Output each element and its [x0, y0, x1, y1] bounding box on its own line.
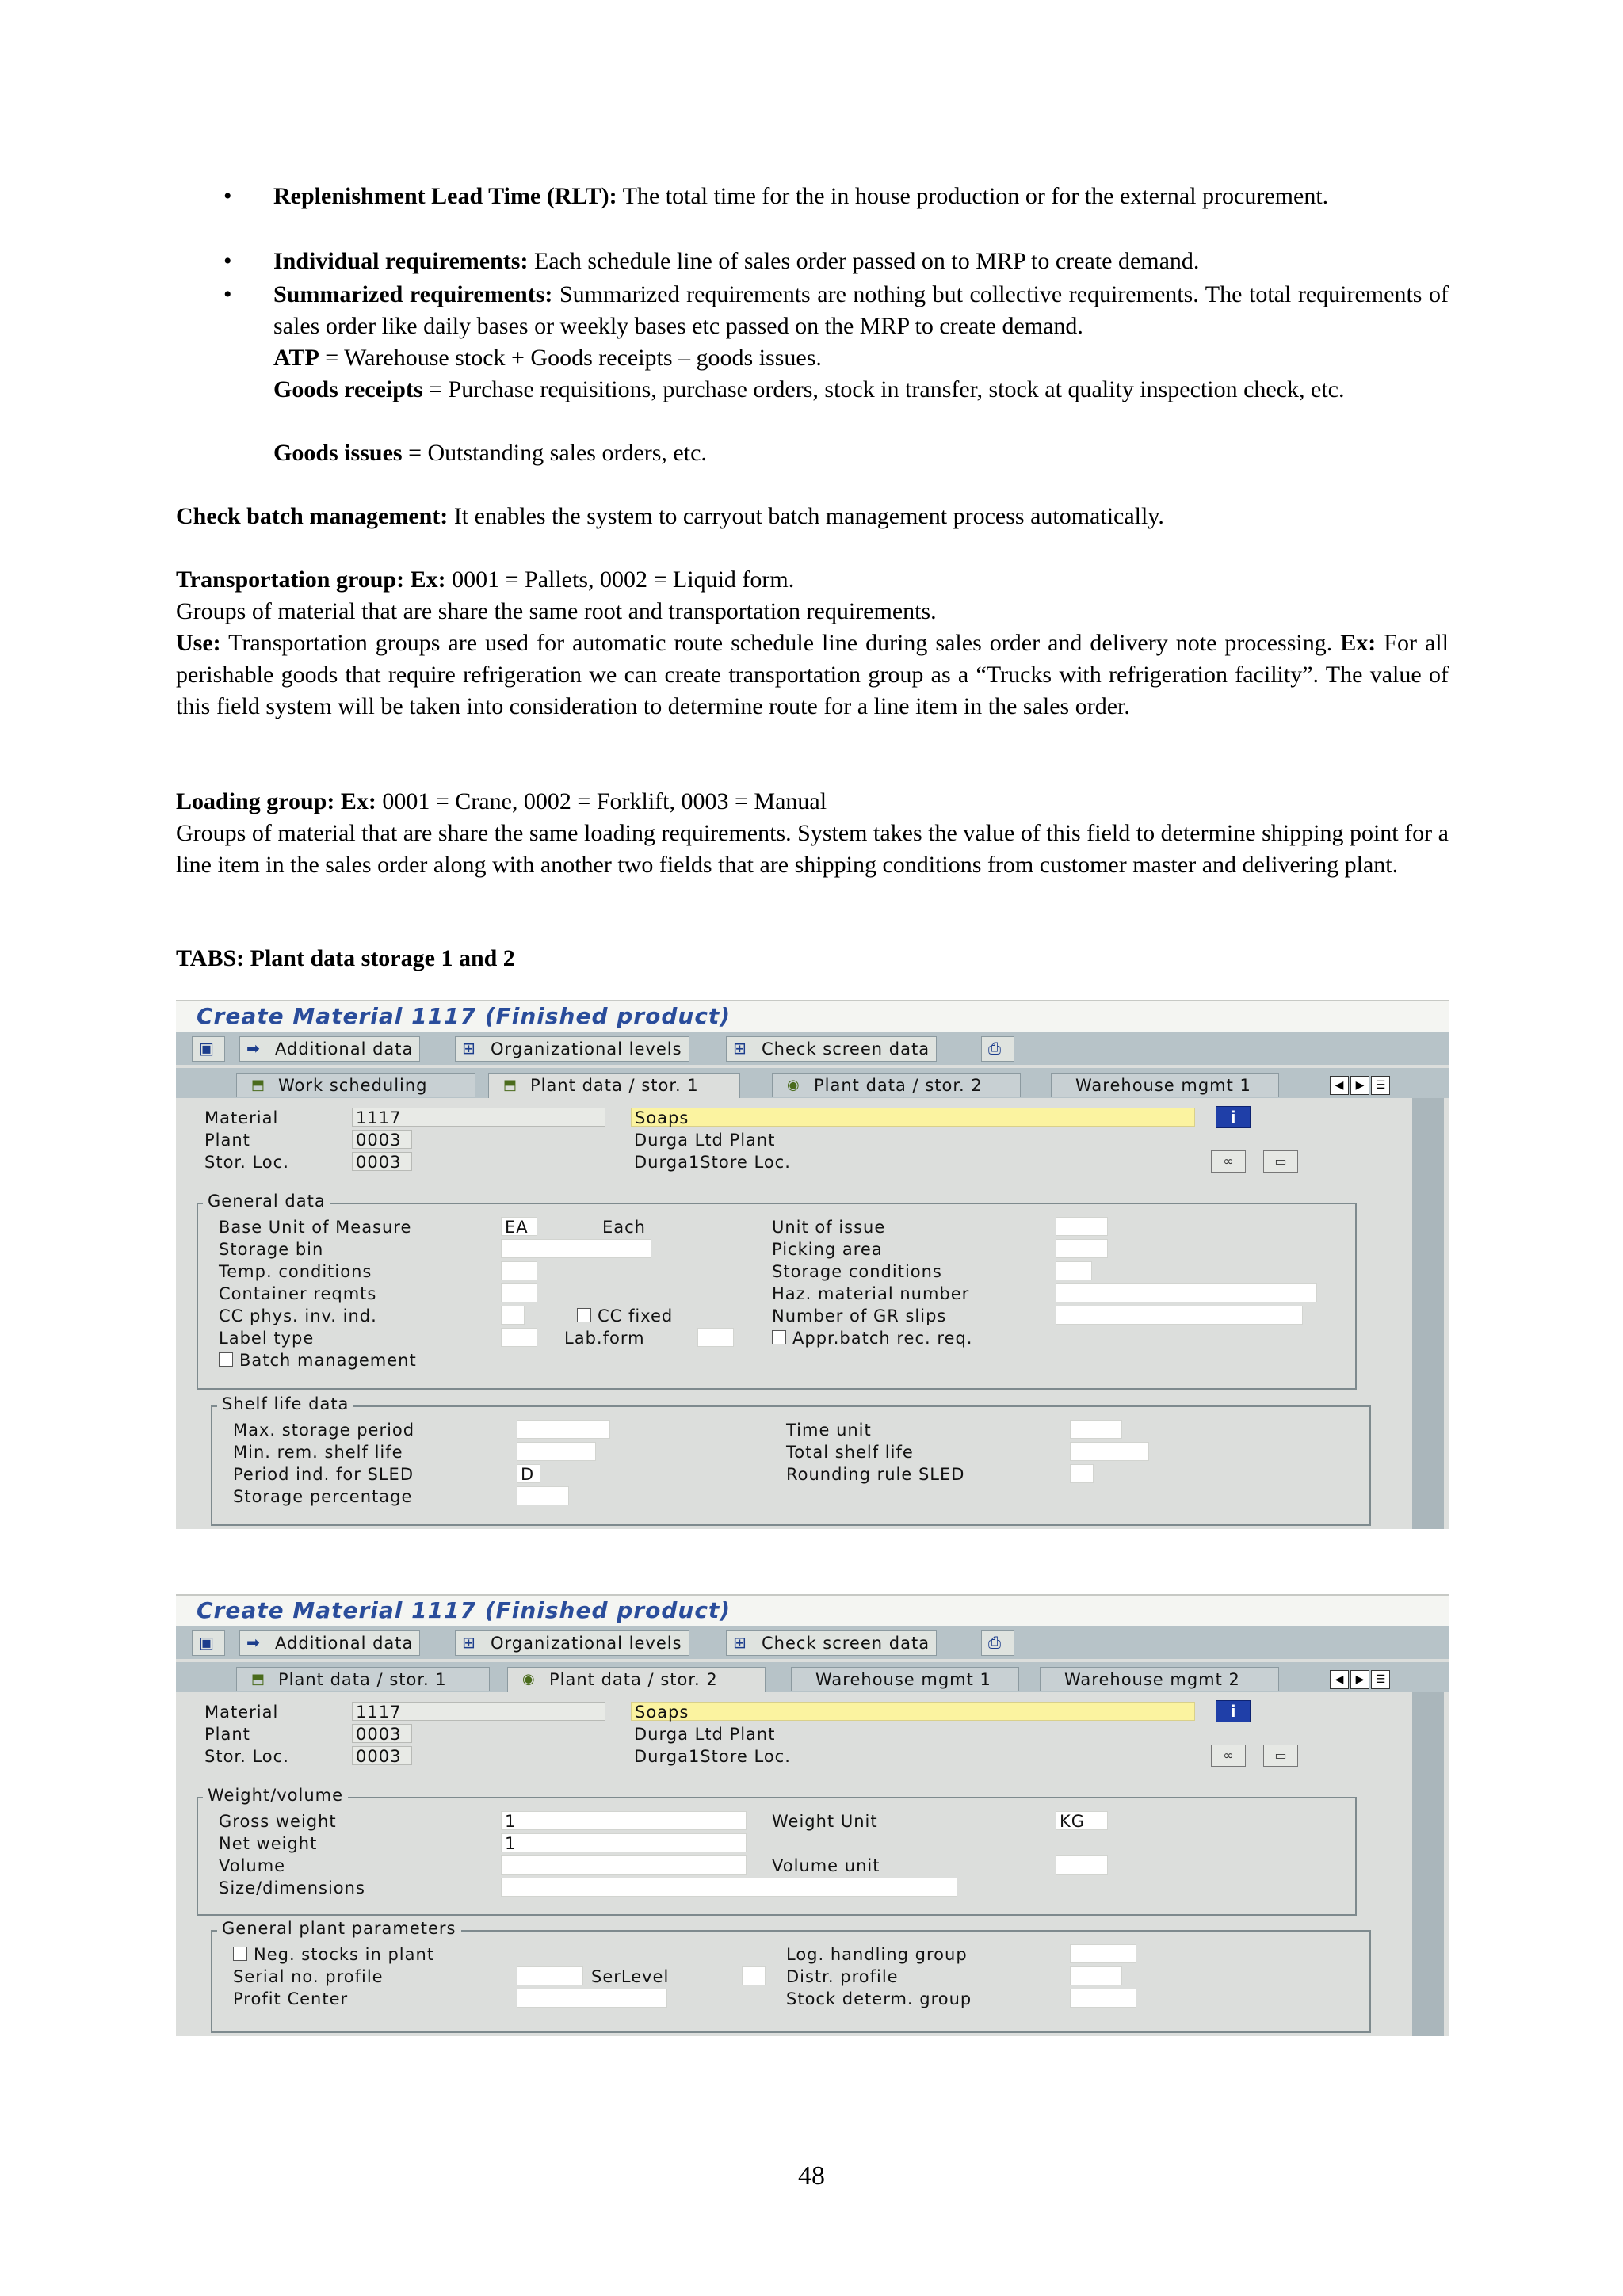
scroll-area: [1412, 1692, 1444, 2036]
org-levels-button[interactable]: ⊞ Organizational levels: [455, 1036, 689, 1062]
goods-receipts-line: Goods receipts = Purchase requisitions, purchase orders, stock in transfer, stock at quality inspection check, etc.: [273, 376, 1345, 402]
page-icon[interactable]: ▭: [1263, 1150, 1298, 1173]
weight-unit-label: Weight Unit: [772, 1812, 878, 1831]
base-uom-text: Each: [602, 1218, 646, 1237]
sap-tabstrip: [176, 1068, 1449, 1098]
min-rem-field[interactable]: [517, 1442, 596, 1461]
page-number: 48: [798, 2161, 825, 2191]
sap-screen-2: [176, 1594, 1449, 2036]
label-type-field[interactable]: [501, 1328, 537, 1347]
weight-unit-field[interactable]: KG: [1056, 1811, 1108, 1830]
cc-fixed-checkbox[interactable]: [577, 1308, 591, 1322]
storage-location-field: 0003: [352, 1152, 412, 1171]
tab-eye-icon: ◉: [522, 1671, 536, 1688]
distr-profile-field[interactable]: [1070, 1966, 1122, 1985]
unit-of-issue-field[interactable]: [1056, 1217, 1108, 1236]
org-levels-button[interactable]: ⊞ Organizational levels: [455, 1630, 689, 1656]
net-weight-field[interactable]: 1: [501, 1833, 747, 1852]
goods-issues-line: Goods issues = Outstanding sales orders, etc.: [273, 440, 707, 466]
tab-eye-icon: ◉: [787, 1077, 800, 1093]
stock-determ-field[interactable]: [1070, 1989, 1136, 2008]
lab-form-field[interactable]: [697, 1328, 734, 1347]
tab-folder-icon: ⬒: [251, 1671, 266, 1688]
gross-weight-field[interactable]: 1: [501, 1811, 747, 1830]
printer-icon: ⎙: [988, 1039, 1002, 1058]
hierarchy-icon: ⊞: [733, 1633, 747, 1652]
gross-weight-label: Gross weight: [219, 1812, 337, 1831]
glasses-icon[interactable]: ∞: [1211, 1150, 1246, 1173]
display-change-button[interactable]: [192, 1630, 225, 1656]
temp-conditions-field[interactable]: [501, 1261, 537, 1280]
plant-name: Durga Ltd Plant: [634, 1725, 776, 1744]
lab-form-label: Lab.form: [564, 1329, 645, 1348]
cc-phys-field[interactable]: [501, 1306, 525, 1325]
haz-material-label: Haz. material number: [772, 1284, 970, 1303]
transport-use: Use: Transportation groups are used for automatic route schedule line during sales order and delivery note processing. Ex: For all perishable goods that require refrigeration we can create transportation group as a “Trucks with refrigeration facility”. The value of this field system will be taken into consideration to determine route for a line item in the sales order.: [176, 630, 1449, 719]
storage-location-name: Durga1Store Loc.: [634, 1153, 791, 1172]
serlevel-field[interactable]: [742, 1966, 766, 1985]
volume-label: Volume: [219, 1856, 286, 1875]
print-button[interactable]: [981, 1036, 1014, 1062]
tab-plant-data-stor-2[interactable]: ◉ Plant data / stor. 2: [772, 1073, 1021, 1097]
rounding-rule-field[interactable]: [1070, 1464, 1094, 1483]
check-screen-button[interactable]: ⊞ Check screen data: [726, 1036, 937, 1062]
sap-title: Create Material 1117 (Finished product): [176, 1000, 1449, 1032]
volume-unit-field[interactable]: [1056, 1855, 1108, 1875]
material-field: 1117: [352, 1108, 605, 1127]
plant-field: 0003: [352, 1724, 412, 1743]
tab-plant-data-stor-1[interactable]: ⬒ Plant data / stor. 1: [236, 1667, 490, 1691]
profit-center-label: Profit Center: [233, 1989, 349, 2008]
tab-list-icon[interactable]: ☰: [1371, 1670, 1390, 1689]
gr-slips-label: Number of GR slips: [772, 1306, 947, 1325]
tab-warehouse-mgmt-1[interactable]: Warehouse mgmt 1: [1051, 1073, 1279, 1097]
sap-screen-1: [176, 1000, 1449, 1529]
storage-percentage-field[interactable]: [517, 1486, 569, 1505]
tab-next-icon[interactable]: ▶: [1350, 1670, 1369, 1689]
material-label: Material: [204, 1108, 279, 1127]
appr-batch-label: Appr.batch rec. req.: [792, 1329, 973, 1348]
batch-paragraph: Check batch management: It enables the system to carryout batch management process automatically.: [176, 503, 1164, 529]
volume-field[interactable]: [501, 1855, 747, 1875]
storage-location-field: 0003: [352, 1746, 412, 1765]
max-storage-field[interactable]: [517, 1420, 610, 1439]
sap-tabstrip: [176, 1662, 1449, 1692]
time-unit-field[interactable]: [1070, 1420, 1122, 1439]
tab-work-scheduling[interactable]: ⬒ Work scheduling: [236, 1073, 475, 1097]
unit-of-issue-label: Unit of issue: [772, 1218, 886, 1237]
transport-heading: Transportation group: Ex: 0001 = Pallets, 0002 = Liquid form.: [176, 566, 795, 593]
plant-label: Plant: [204, 1725, 250, 1744]
scroll-area: [1412, 1098, 1444, 1529]
tab-plant-data-stor-2[interactable]: ◉ Plant data / stor. 2: [507, 1667, 766, 1693]
picking-area-label: Picking area: [772, 1240, 883, 1259]
weight-volume-title: Weight/volume: [203, 1786, 348, 1805]
temp-conditions-label: Temp. conditions: [219, 1262, 372, 1281]
size-dimensions-label: Size/dimensions: [219, 1878, 365, 1897]
shelf-life-title: Shelf life data: [217, 1394, 353, 1413]
neg-stocks-checkbox[interactable]: [233, 1947, 247, 1961]
log-handling-field[interactable]: [1070, 1944, 1136, 1963]
container-reqmts-label: Container reqmts: [219, 1284, 377, 1303]
tabs-heading: TABS: Plant data storage 1 and 2: [176, 945, 515, 971]
bullet-3: •: [223, 281, 232, 307]
print-button[interactable]: [981, 1630, 1014, 1656]
period-ind-field[interactable]: D: [517, 1464, 540, 1483]
tab-warehouse-mgmt-2[interactable]: Warehouse mgmt 2: [1040, 1667, 1279, 1691]
plant-name: Durga Ltd Plant: [634, 1131, 776, 1150]
material-label: Material: [204, 1703, 279, 1722]
tab-list-icon[interactable]: ☰: [1371, 1076, 1390, 1095]
sap-title: Create Material 1117 (Finished product): [176, 1594, 1449, 1626]
sap-body: [181, 1098, 1444, 1529]
tab-folder-icon: ⬒: [503, 1077, 518, 1093]
log-handling-label: Log. handling group: [786, 1945, 968, 1964]
time-unit-label: Time unit: [786, 1421, 872, 1440]
plant-label: Plant: [204, 1131, 250, 1150]
storage-location-label: Stor. Loc.: [204, 1747, 289, 1766]
storage-bin-label: Storage bin: [219, 1240, 324, 1259]
arrow-right-icon: ➡: [246, 1633, 261, 1652]
base-uom-label: Base Unit of Measure: [219, 1218, 412, 1237]
additional-data-button[interactable]: ➡ Additional data: [239, 1630, 420, 1656]
additional-data-button[interactable]: ➡ Additional data: [239, 1036, 420, 1062]
material-description-field[interactable]: Soaps: [631, 1108, 1195, 1127]
storage-conditions-field[interactable]: [1056, 1261, 1092, 1280]
total-shelf-label: Total shelf life: [786, 1443, 914, 1462]
loading-body: Groups of material that are share the same loading requirements. System takes the value of this field to determine shipping point for a line item in the sales order along with another two fields that are shipping conditions from customer master and delivering plant.: [176, 820, 1449, 878]
storage-location-name: Durga1Store Loc.: [634, 1747, 791, 1766]
tab-warehouse-mgmt-1[interactable]: Warehouse mgmt 1: [791, 1667, 1019, 1691]
tab-next-icon[interactable]: ▶: [1350, 1076, 1369, 1095]
sap-body: [181, 1692, 1444, 2036]
hierarchy-icon: ⊞: [462, 1039, 476, 1058]
loading-heading: Loading group: Ex: 0001 = Crane, 0002 = Forklift, 0003 = Manual: [176, 788, 827, 814]
check-screen-button[interactable]: ⊞ Check screen data: [726, 1630, 937, 1656]
net-weight-label: Net weight: [219, 1834, 318, 1853]
edit-icon: ▣: [199, 1633, 215, 1652]
tab-prev-icon[interactable]: ◀: [1330, 1670, 1349, 1689]
hierarchy-icon: ⊞: [462, 1633, 476, 1652]
gr-slips-field[interactable]: [1056, 1306, 1303, 1325]
volume-unit-label: Volume unit: [772, 1856, 880, 1875]
container-reqmts-field[interactable]: [501, 1283, 537, 1302]
storage-location-label: Stor. Loc.: [204, 1153, 289, 1172]
bullet-1: •: [223, 183, 232, 209]
info-icon[interactable]: i: [1216, 1106, 1251, 1128]
cc-phys-label: CC phys. inv. ind.: [219, 1306, 377, 1325]
total-shelf-field[interactable]: [1070, 1442, 1149, 1461]
display-change-button[interactable]: [192, 1036, 225, 1062]
min-rem-label: Min. rem. shelf life: [233, 1443, 403, 1462]
picking-area-field[interactable]: [1056, 1239, 1108, 1258]
sap-toolbar: [176, 1626, 1449, 1659]
distr-profile-label: Distr. profile: [786, 1967, 899, 1986]
stock-determ-label: Stock determ. group: [786, 1989, 972, 2008]
profit-center-field[interactable]: [517, 1989, 667, 2008]
storage-conditions-label: Storage conditions: [772, 1262, 942, 1281]
page-icon[interactable]: ▭: [1263, 1745, 1298, 1767]
label-type-label: Label type: [219, 1329, 315, 1348]
bullet-rlt: Replenishment Lead Time (RLT): The total time for the in house production or for the external procurement.: [273, 183, 1329, 209]
tab-plant-data-stor-1[interactable]: ⬒ Plant data / stor. 1: [488, 1073, 740, 1099]
plant-field: 0003: [352, 1130, 412, 1149]
general-plant-params-title: General plant parameters: [217, 1919, 461, 1938]
transport-line2: Groups of material that are share the same root and transportation requirements.: [176, 598, 937, 624]
base-uom-field[interactable]: EA: [501, 1217, 537, 1236]
rounding-rule-label: Rounding rule SLED: [786, 1465, 965, 1484]
size-dimensions-field[interactable]: [501, 1878, 957, 1897]
material-description-field[interactable]: Soaps: [631, 1702, 1195, 1721]
bullet-2: •: [223, 248, 232, 274]
bullet-summarized: Summarized requirements: Summarized requirements are nothing but collective requirements. The total requirements of sales order like daily bases or weekly bases etc passed on the MRP to create demand.: [273, 281, 1449, 339]
storage-percentage-label: Storage percentage: [233, 1487, 413, 1506]
tab-prev-icon[interactable]: ◀: [1330, 1076, 1349, 1095]
atp-line: ATP = Warehouse stock + Goods receipts – goods issues.: [273, 345, 822, 371]
period-ind-label: Period ind. for SLED: [233, 1465, 414, 1484]
batch-management-label: Batch management: [239, 1351, 417, 1370]
glasses-icon[interactable]: ∞: [1211, 1745, 1246, 1767]
edit-icon: ▣: [199, 1039, 215, 1058]
cc-fixed-label: CC fixed: [598, 1306, 674, 1325]
haz-material-field[interactable]: [1056, 1283, 1317, 1302]
serial-profile-label: Serial no. profile: [233, 1967, 384, 1986]
arrow-right-icon: ➡: [246, 1039, 261, 1058]
printer-icon: ⎙: [988, 1633, 1002, 1652]
storage-bin-field[interactable]: [501, 1239, 651, 1258]
hierarchy-icon: ⊞: [733, 1039, 747, 1058]
material-field: 1117: [352, 1702, 605, 1721]
serlevel-label: SerLevel: [591, 1967, 670, 1986]
max-storage-label: Max. storage period: [233, 1421, 415, 1440]
sap-toolbar: [176, 1032, 1449, 1065]
general-data-title: General data: [203, 1192, 330, 1211]
info-icon[interactable]: i: [1216, 1700, 1251, 1722]
appr-batch-checkbox[interactable]: [772, 1330, 786, 1344]
serial-profile-field[interactable]: [517, 1966, 583, 1985]
bullet-individual: Individual requirements: Each schedule line of sales order passed on to MRP to create demand.: [273, 248, 1200, 274]
neg-stocks-label: Neg. stocks in plant: [254, 1945, 435, 1964]
tab-folder-icon: ⬒: [251, 1077, 266, 1093]
batch-management-checkbox[interactable]: [219, 1352, 233, 1367]
